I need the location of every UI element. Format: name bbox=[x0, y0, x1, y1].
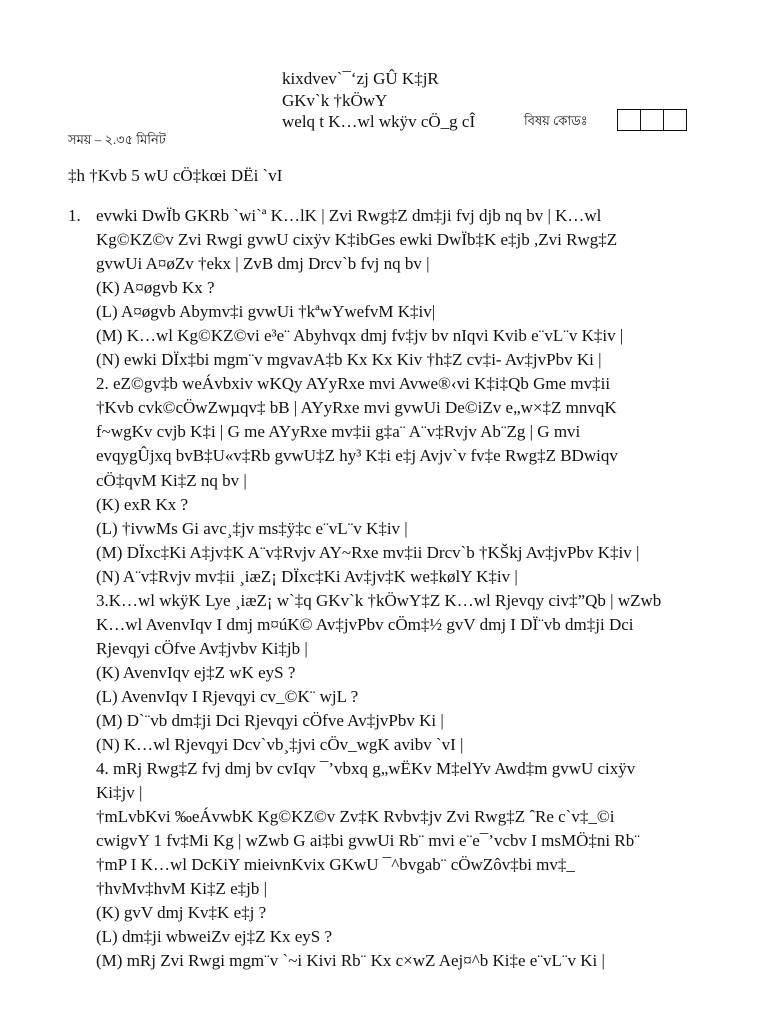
code-box bbox=[640, 109, 664, 131]
text-line bbox=[68, 252, 758, 276]
line-text: (M) mRj Zvi Rwgi mgm¨v `~i Kivi Rb¨ Kx c×wZ Aej¤^b Ki‡e e¨vL¨v Ki | bbox=[96, 951, 605, 971]
line-text: cwigvY 1 fv‡Mi Kg | wZwb G ai‡bi gvwUi Rb¨ mvi e¨e¯’vcbv I msMÖ‡ni Rb¨ bbox=[96, 831, 640, 851]
text-line bbox=[68, 372, 758, 396]
line-text: gvwUi A¤øZv †ekx | ZvB dmj Drcv`b fvj nq bv | bbox=[96, 254, 430, 274]
text-line bbox=[68, 709, 758, 733]
line-text: (K) A¤øgvb Kx ? bbox=[96, 278, 215, 298]
line-text: f~wgKv cvjb K‡i | G me AYyRxe mv‡ii g‡a¨ A¨v‡Rvjv Ab¨Zg | G mvi bbox=[96, 422, 581, 442]
question-number: 1. bbox=[68, 206, 81, 225]
line-text: Rjevqyi cÖfve Av‡jvbv Ki‡jb | bbox=[96, 638, 308, 658]
line-text: †Kvb cvk©cÖwZwµqv‡ bB | AYyRxe mvi gvwUi De©iZv e„w×‡Z mnvqK bbox=[96, 398, 617, 418]
text-line bbox=[68, 661, 758, 685]
line-text: (N) K…wl Rjevqyi Dcv`vb¸‡jvi cÖv_wgK avibv `vI | bbox=[96, 735, 464, 755]
text-line bbox=[68, 444, 758, 468]
text-line bbox=[68, 757, 758, 781]
text-line bbox=[68, 469, 758, 493]
text-line bbox=[68, 589, 758, 613]
line-text: 3.K…wl wkÿK Lye ¸iæZ¡ w`‡q GKv`k †kÖwY‡Z K…wl Rjevqy civ‡”Qb | wZwb bbox=[96, 590, 662, 610]
subject-title: welq t K…wl wkÿv cÖ_g cÎ bbox=[282, 112, 476, 131]
line-text: (L) †ivwMs Gi avc¸‡jv ms‡ÿ‡c e¨vL¨v K‡iv | bbox=[96, 518, 408, 538]
line-text: K…wl AvenvIqv I dmj m¤úK© Av‡jvPbv cÖm‡½ gvV dmj I DÏ¨vb dm‡ji Dci bbox=[96, 614, 634, 634]
line-text: 4. mRj Rwg‡Z fvj dmj bv cvIqv ¯’vbxq g„wËKv M‡elYv Awd‡m gvwU cixÿv bbox=[96, 759, 636, 779]
subject-code-boxes bbox=[617, 109, 687, 131]
class-name: GKv`k †kÖwY bbox=[282, 91, 388, 110]
line-text: (K) gvV dmj Kv‡K e‡j ? bbox=[96, 903, 267, 923]
code-box bbox=[663, 109, 687, 131]
line-text: (N) ewki DÏx‡bi mgm¨v mgvavA‡b Kx Kx Kiv †h‡Z cv‡i- Av‡jvPbv Ki | bbox=[96, 350, 602, 370]
text-line bbox=[68, 324, 758, 348]
text-line bbox=[68, 565, 758, 589]
line-text: (L) AvenvIqv I Rjevqyi cv_©K¨ wjL ? bbox=[96, 686, 359, 706]
question-list bbox=[68, 204, 758, 974]
text-line bbox=[68, 733, 758, 757]
instruction: ‡h †Kvb 5 wU cÖ‡kœi DËi `vI bbox=[68, 166, 283, 185]
text-line bbox=[68, 853, 758, 877]
text-line bbox=[68, 420, 758, 444]
text-line bbox=[68, 925, 758, 949]
text-line bbox=[68, 396, 758, 420]
text-line bbox=[68, 949, 758, 973]
text-line bbox=[68, 805, 758, 829]
line-text: evqygÛjxq bvB‡U«v‡Rb gvwU‡Z hy³ K‡i e‡j Avjv`v fv‡e Rwg‡Z BDwiqv bbox=[96, 446, 618, 466]
line-text: (N) A¨v‡Rvjv mv‡ii ¸iæZ¡ DÏxc‡Ki Av‡jv‡K we‡kølY K‡iv | bbox=[96, 566, 518, 586]
line-text: †mLvbKvi ‰eÁvwbK Kg©KZ©v Zv‡K Rvbv‡jv Zvi Rwg‡Z ˆRe c`v‡_©i bbox=[96, 807, 615, 827]
line-text: Ki‡jv | bbox=[96, 783, 143, 803]
text-line bbox=[68, 541, 758, 565]
line-text: (M) K…wl Kg©KZ©vi e³e¨ Abyhvqx dmj fv‡jv bv nIqvi Kvib e¨vL¨v K‡iv | bbox=[96, 326, 624, 346]
text-line bbox=[68, 685, 758, 709]
text-line bbox=[68, 228, 758, 252]
text-line bbox=[68, 493, 758, 517]
line-text: †hvMv‡hvM Ki‡Z e‡jb | bbox=[96, 879, 268, 899]
school-name: kixdvev`¯‘zj GÛ K‡jR bbox=[282, 69, 439, 88]
text-line bbox=[68, 204, 758, 228]
text-line bbox=[68, 781, 758, 805]
line-text: Kg©KZ©v Zvi Rwgi gvwU cixÿv K‡ibGes ewki DwÏb‡K e‡jb ,Zvi Rwg‡Z bbox=[96, 230, 618, 250]
line-text: (M) D`¨vb dm‡ji Dci Rjevqyi cÖfve Av‡jvPbv Ki | bbox=[96, 710, 444, 730]
text-line bbox=[68, 348, 758, 372]
text-line bbox=[68, 517, 758, 541]
text-line bbox=[68, 901, 758, 925]
text-line bbox=[68, 613, 758, 637]
time-label: সময় – ২.৩৫ মিনিট bbox=[68, 132, 166, 147]
line-text: †mP I K…wl DcKiY mieivnKvix GKwU ¯^bvgab¨ cÖwZôv‡bi mv‡_ bbox=[96, 855, 575, 875]
text-line bbox=[68, 829, 758, 853]
line-text: evwki DwÏb GKRb `wi`ª K…lK | Zvi Rwg‡Z dm‡ji fvj djb nq bv | K…wl bbox=[96, 206, 602, 225]
code-box bbox=[617, 109, 641, 131]
line-text: cÖ‡qvM Ki‡Z nq bv | bbox=[96, 470, 247, 490]
line-text: (K) AvenvIqv ej‡Z wK eyS ? bbox=[96, 662, 296, 682]
line-text: (M) DÏxc‡Ki A‡jv‡K A¨v‡Rvjv AY~Rxe mv‡ii Drcv`b †KŠkj Av‡jvPbv K‡iv | bbox=[96, 542, 640, 562]
text-line bbox=[68, 877, 758, 901]
line-text: 2. eZ©gv‡b weÁvbxiv wKQy AYyRxe mvi Avwe®‹vi K‡i‡Qb Gme mv‡ii bbox=[96, 374, 611, 394]
text-line bbox=[68, 300, 758, 324]
text-line bbox=[68, 637, 758, 661]
line-text: (L) dm‡ji wbweiZv ej‡Z Kx eyS ? bbox=[96, 927, 333, 947]
subject-code-label: বিষয় কোডঃ bbox=[524, 113, 588, 128]
text-line bbox=[68, 276, 758, 300]
line-text: (K) exR Kx ? bbox=[96, 494, 189, 514]
line-text: (L) A¤øgvb Abymv‡i gvwUi †kªwYwefvM K‡iv| bbox=[96, 302, 436, 322]
